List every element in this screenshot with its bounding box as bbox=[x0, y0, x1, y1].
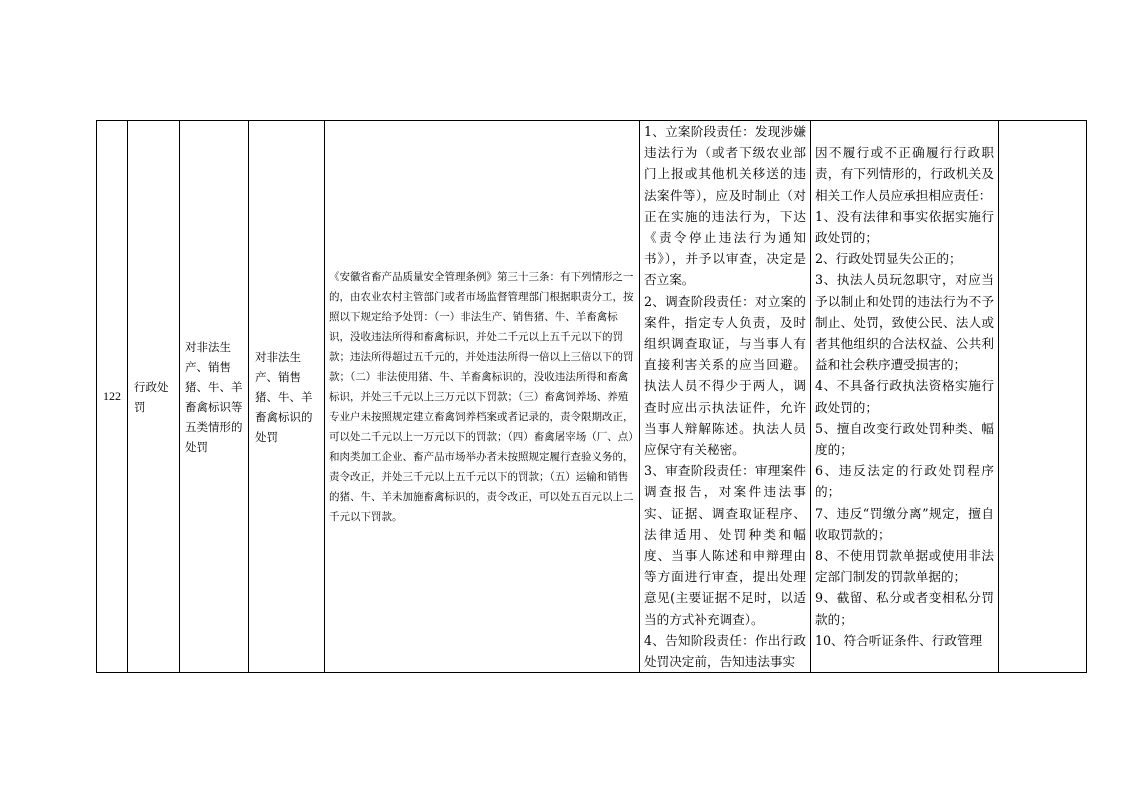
power-list-table bbox=[96, 120, 1087, 673]
liability-item: 4、不具备行政执法资格实施行政处罚的； bbox=[815, 378, 994, 415]
table-row bbox=[97, 121, 1087, 673]
liability-item: 2、行政处罚显失公正的； bbox=[815, 251, 962, 267]
liability-item: 9、截留、私分或者变相私分罚款的； bbox=[815, 590, 994, 627]
liability-item: 10、符合听证条件、行政管理 bbox=[815, 632, 983, 648]
responsibility-item: 4、告知阶段责任：作出行政处罚决定前，告知违法事实 bbox=[644, 632, 806, 670]
liability-item: 1、没有法律和事实依据实施行政处罚的； bbox=[815, 208, 994, 246]
responsibility-item: 2、调查阶段责任：对立案的案件，指定专人负责，及时组织调查取证，与当事人有直接利害关系的应当回避。执法人员不得少于两人，调查时应出示执法证件，允许当事人辩解陈述。执法人员应保守有关秘密。 bbox=[644, 293, 806, 458]
liability-item: 3、执法人员玩忽职守，对应当予以制止和处罚的违法行为不予制止、处罚，致使公民、法人或者其他组织的合法权益、公共利益和社会秩序遭受损害的； bbox=[815, 272, 994, 373]
power-category: 行政处罚 bbox=[134, 379, 169, 414]
remarks-cell bbox=[999, 121, 1087, 673]
legal-basis: 《安徽省畜产品质量安全管理条例》第三十三条：有下列情形之一的，由农业农村主管部门或者市场监督管理部门根据职责分工，按照以下规定给予处罚：（一）非法生产、销售猪、牛、羊畜禽标识，没收违法所得和畜禽标识，并处二千元以上五千元以下的罚款；违法所得超过五千元的，并处违法所得一倍以上三倍以下的罚款；（二）非法使用猪、牛、羊畜禽标识的，没收违法所得和畜禽标识，并处三千元以上三万元以下罚款；（三）畜禽饲养场、养殖专业户未按照规定建立畜禽饲养档案或者记录的，责令限期改正，可以处二千元以上一万元以下的罚款；（四）畜禽屠宰场（厂、点）和肉类加工企业、畜产品市场举办者未按照规定履行查验义务的，责令改正，并处三千元以上五千元以下的罚款；（五）运输和销售的猪、牛、羊未加施畜禽标识的，责令改正，可以处五百元以上二千元以下罚款。 bbox=[329, 270, 634, 523]
responsibility-item: 1、立案阶段责任：发现涉嫌违法行为（或者下级农业部门上报或其他机关移送的违法案件等），应及时制止（对正在实施的违法行为，下达《责令停止违法行为通知书》），并予以审查，决定是否立案。 bbox=[644, 124, 806, 288]
responsibility-cell bbox=[640, 121, 811, 673]
sub-item-name: 对非法生产、销售猪、牛、羊畜禽标识的处罚 bbox=[255, 349, 313, 444]
liability-item: 因不履行或不正确履行行政职责，有下列情形的，行政机关及相关工作人员应承担相应责任： bbox=[815, 145, 994, 203]
liability-item: 7、违反“罚缴分离”规定，擅自收取罚款的； bbox=[815, 505, 994, 542]
liability-cell bbox=[811, 121, 999, 673]
row-number: 122 bbox=[97, 121, 128, 673]
responsibility-item: 3、审查阶段责任：审理案件调查报告，对案件违法事实、证据、调查取证程序、法律适用、处罚种类和幅度、当事人陈述和申辩理由等方面进行审查，提出处理意见(主要证据不足时，以适当的方式补充调查）。 bbox=[644, 463, 806, 627]
liability-item: 8、不使用罚款单据或使用非法定部门制发的罚款单据的； bbox=[815, 548, 994, 585]
liability-item: 6、违反法定的行政处罚程序的； bbox=[815, 463, 994, 500]
liability-item: 5、擅自改变行政处罚种类、幅度的； bbox=[815, 420, 994, 458]
item-name: 对非法生产、销售猪、牛、羊畜禽标识等五类情形的处罚 bbox=[185, 339, 243, 454]
